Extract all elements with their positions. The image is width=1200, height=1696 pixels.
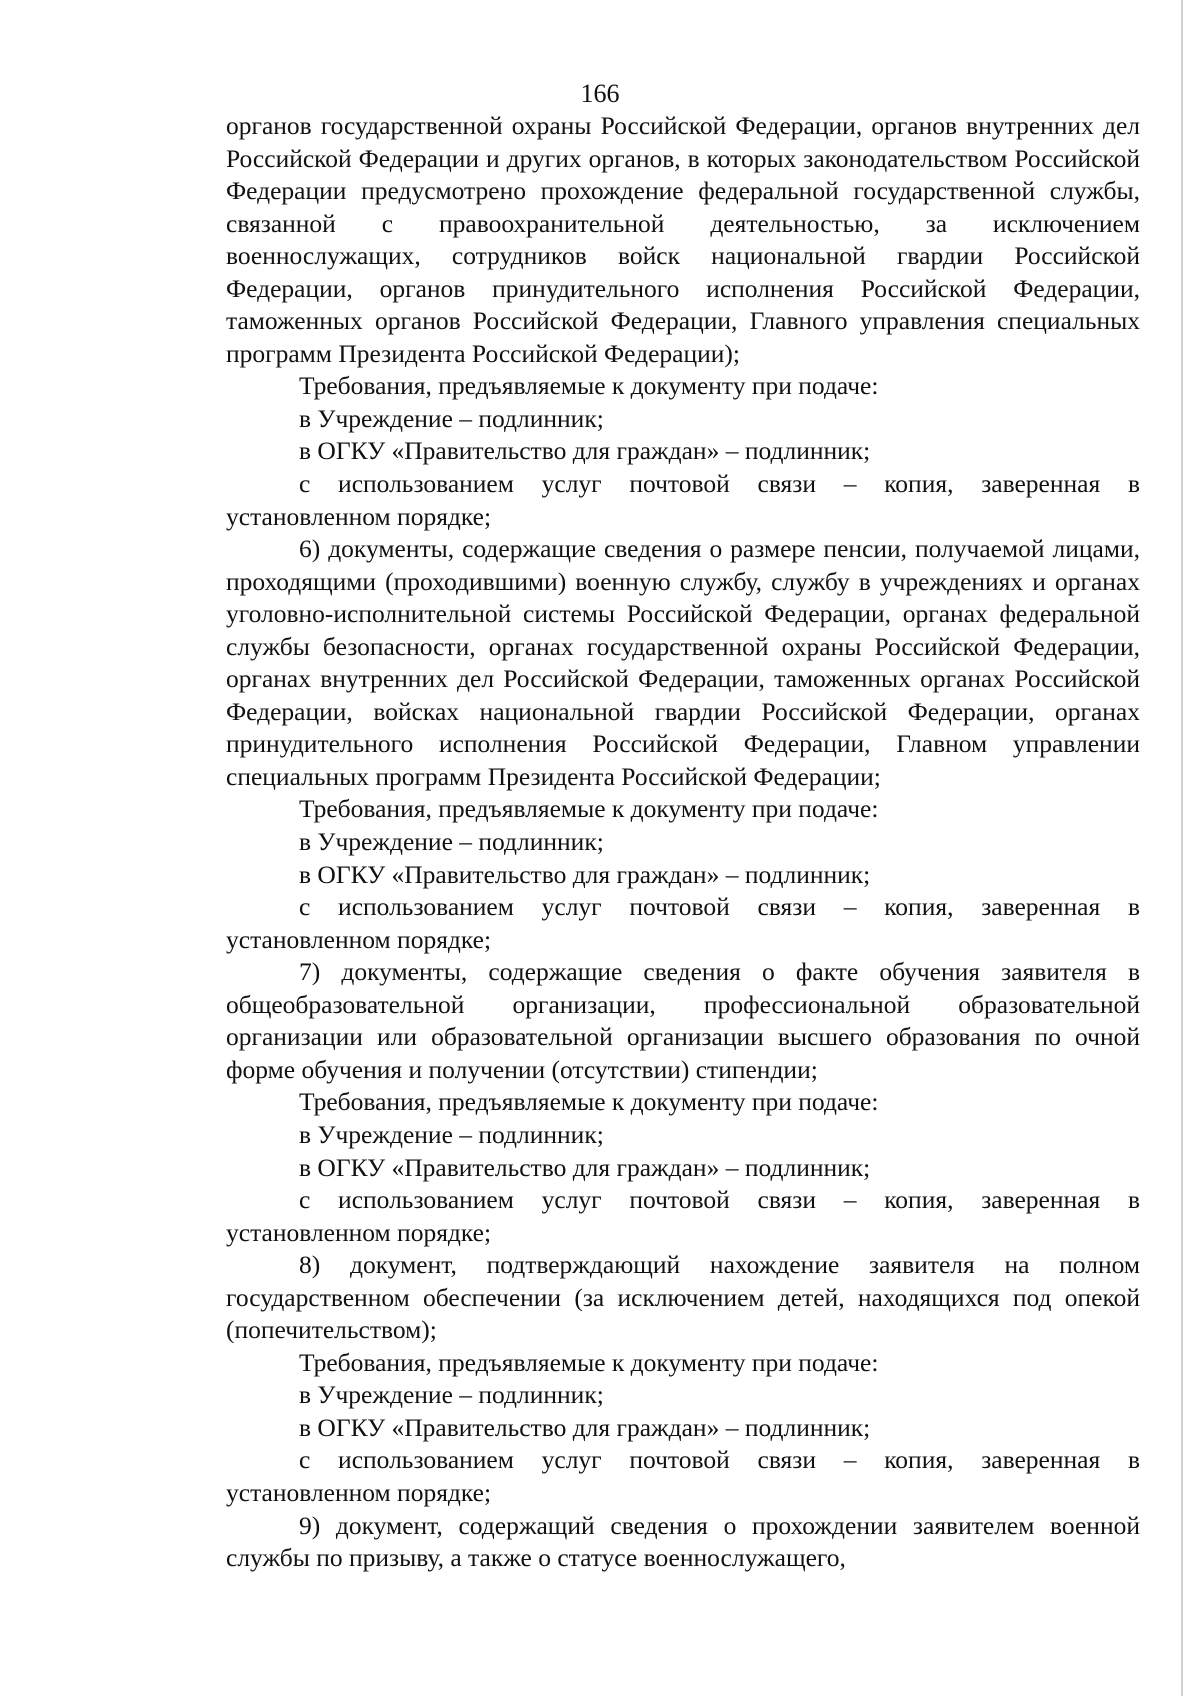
paragraph: в Учреждение – подлинник; [299,403,604,433]
paragraph: органов государственной охраны Российской Федерации, органов внутренних дел Российской Федерации и других органов, в которых законодательством Российской Федерации предусмотрено прохождение федеральной государственной службы, связанной с правоохранительной деятельностью, за исключением военнослужащих, сотрудников войск национальной гвардии Российской Федерации, органов принудительного исполнения Российской Федерации, таможенных органов Российской Федерации, Главного управления специальных программ Президента Российской Федерации); [226,111,1140,368]
document-body [226,110,1140,1575]
paragraph: в Учреждение – подлинник; [299,827,604,857]
paragraph: Требования, предъявляемые к документу при подаче: [299,794,879,824]
paragraph: в ОГКУ «Правительство для граждан» – подлинник; [299,436,871,466]
paragraph: 6) документы, содержащие сведения о размере пенсии, получаемой лицами, проходящими (проходившими) военную службу, службу в учреждениях и органах уголовно-исполнительной системы Российской Федерации, органах федеральной службы безопасности, органах государственной охраны Российской Федерации, органах внутренних дел Российской Федерации, таможенных органах Российской Федерации, войсках национальной гвардии Российской Федерации, органах принудительного исполнения Российской Федерации, Главном управлении специальных программ Президента Российской Федерации; [226,534,1140,791]
paragraph: в ОГКУ «Правительство для граждан» – подлинник; [299,859,871,889]
page-number: 166 [580,79,620,108]
paragraph: Требования, предъявляемые к документу при подаче: [299,1087,879,1117]
paragraph: с использованием услуг почтовой связи – копия, заверенная в установленном порядке; [226,469,1140,531]
paragraph: с использованием услуг почтовой связи – копия, заверенная в установленном порядке; [226,1445,1140,1507]
paragraph: Требования, предъявляемые к документу при подаче: [299,1347,879,1377]
paragraph: в Учреждение – подлинник; [299,1119,604,1149]
paragraph: в ОГКУ «Правительство для граждан» – подлинник; [299,1152,871,1182]
paragraph: Требования, предъявляемые к документу при подаче: [299,371,879,401]
paragraph: в ОГКУ «Правительство для граждан» – подлинник; [299,1412,871,1442]
paragraph: в Учреждение – подлинник; [299,1380,604,1410]
paragraph: 7) документы, содержащие сведения о факте обучения заявителя в общеобразовательной организации, профессиональной образовательной организации или образовательной организации высшего образования по очной форме обучения и получении (отсутствии) стипендии; [226,957,1140,1084]
paragraph: 9) документ, содержащий сведения о прохождении заявителем военной службы по призыву, а также о статусе военнослужащего, [226,1510,1140,1573]
paragraph: 8) документ, подтверждающий нахождение заявителя на полном государственном обеспечении (за исключением детей, находящихся под опекой (попечительством); [226,1250,1140,1345]
paragraph: с использованием услуг почтовой связи – копия, заверенная в установленном порядке; [226,892,1140,954]
scan-edge-line [1181,0,1183,1696]
paragraph: с использованием услуг почтовой связи – копия, заверенная в установленном порядке; [226,1185,1140,1247]
